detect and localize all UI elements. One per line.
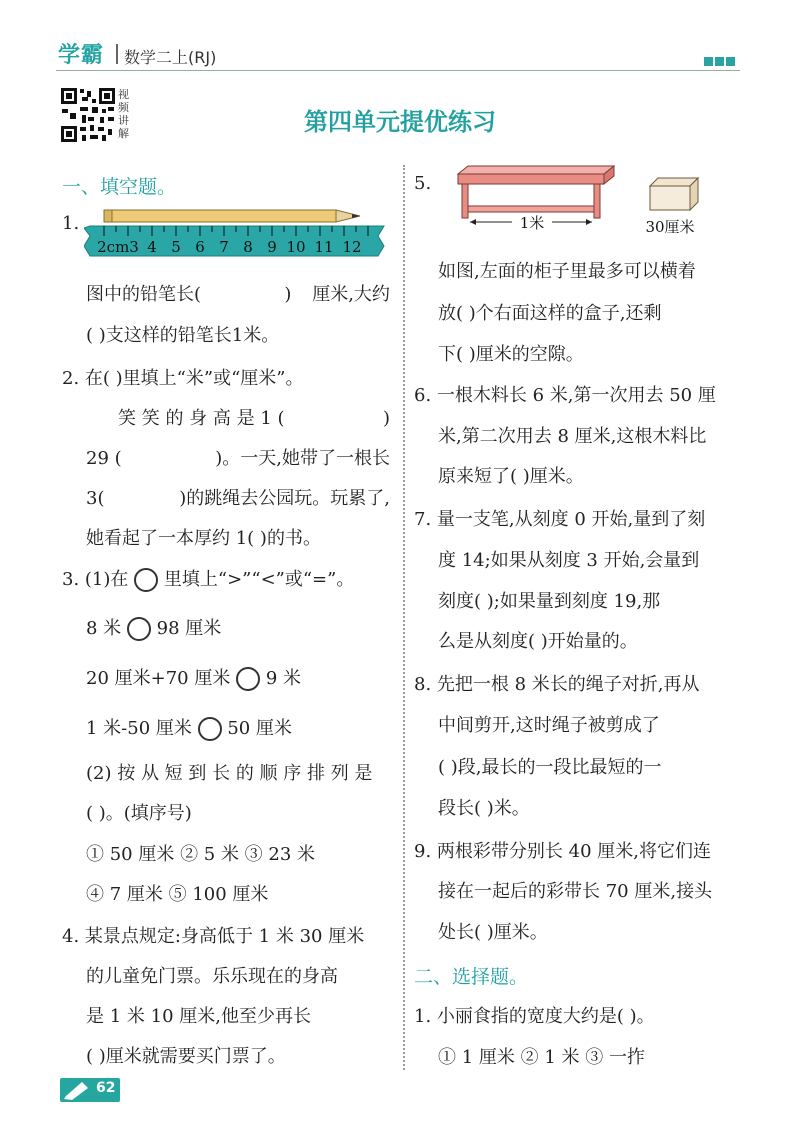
q4-line1: 4. 某景点规定:身高低于 1 米 30 厘米 [62, 926, 365, 947]
cabinet-box-figure [452, 164, 712, 240]
ruler-label-0: 2cm3 [97, 238, 139, 256]
q1-line1: 图中的铅笔长( ) 厘米,大约 [86, 284, 390, 305]
book-title: 数学二上(RJ) [124, 48, 217, 67]
cabinet-leg-right [594, 184, 600, 218]
dimension-label-box: 30厘米 [645, 218, 695, 236]
column-divider [403, 165, 405, 1070]
q6-line2: 米,第二次用去 8 厘米,这根木料比 [438, 426, 707, 447]
cabinet-leg-left [462, 184, 468, 218]
header-square-2 [715, 57, 724, 66]
q7-line3: 刻度( );如果量到刻度 19,那 [438, 591, 661, 612]
q3-compare-2: 20 厘米+70 厘米 9 米 [86, 668, 301, 689]
q8-line2: 中间剪开,这时绳子被剪成了 [438, 715, 660, 736]
header-square-1 [704, 57, 713, 66]
compare-circle-1[interactable] [127, 617, 151, 641]
dimension-label-cabinet: 1米 [519, 214, 545, 232]
page-title: 第四单元提优练习 [304, 108, 496, 136]
pencil-icon [62, 1080, 92, 1100]
q2-line5: 她看起了一本厚约 1( )的书。 [86, 528, 321, 549]
ruler-label-6: 9 [267, 238, 277, 256]
ruler-label-1: 4 [147, 238, 157, 256]
q3-compare-3: 1 米-50 厘米 50 厘米 [86, 718, 292, 739]
compare-circle-2[interactable] [236, 667, 260, 691]
section-choice: 二、选择题。 [414, 966, 529, 988]
q2-line4: 3( )的跳绳去公园玩。玩累了, [86, 488, 390, 509]
q1-line2: ( )支这样的铅笔长1米。 [86, 325, 280, 346]
choice-q1-line1: 1. 小丽食指的宽度大约是( )。 [414, 1006, 655, 1027]
q6-line1: 6. 一根木料长 6 米,第一次用去 50 厘 [414, 385, 716, 406]
ruler-pencil-figure [84, 206, 394, 268]
pencil-end [104, 210, 112, 222]
header-divider [116, 44, 118, 64]
q3-options-1: ① 50 厘米 ② 5 米 ③ 23 米 [86, 844, 316, 865]
q7-line4: 么是从刻度( )开始量的。 [438, 631, 638, 652]
q8-line4: 段长( )米。 [438, 798, 530, 819]
ruler-label-3: 6 [195, 238, 205, 256]
q8-line1: 8. 先把一根 8 米长的绳子对折,再从 [414, 674, 700, 695]
compare-circle-3[interactable] [198, 717, 222, 741]
ruler-label-7: 10 [286, 238, 306, 256]
cabinet-front [458, 174, 604, 184]
q2-line2: 笑 笑 的 身 高 是 1 ( ) [118, 408, 390, 429]
ruler-label-9: 12 [342, 238, 362, 256]
qr-caption: 视频讲解 [118, 88, 129, 140]
header-rule [56, 70, 740, 71]
q5-number: 5. [414, 173, 432, 194]
page-number: 62 [96, 1080, 116, 1096]
q8-line3: ( )段,最长的一段比最短的一 [438, 757, 662, 778]
q7-line2: 度 14;如果从刻度 3 开始,会量到 [438, 550, 700, 571]
compare-circle-example [134, 568, 158, 592]
ruler-label-4: 7 [219, 238, 229, 256]
q4-line3: 是 1 米 10 厘米,他至少再长 [86, 1006, 311, 1027]
q3-part2: (2) 按 从 短 到 长 的 顺 序 排 列 是 [86, 763, 373, 784]
q6-line3: 原来短了( )厘米。 [438, 466, 584, 487]
q2-line1: 2. 在( )里填上“米”或“厘米”。 [62, 368, 304, 389]
brand-logo: 学霸 [58, 43, 105, 68]
q7-line1: 7. 量一支笔,从刻度 0 开始,量到了刻 [414, 509, 706, 530]
q9-line1: 9. 两根彩带分别长 40 厘米,将它们连 [414, 841, 711, 862]
section-fill-blank: 一、填空题。 [62, 176, 177, 198]
q5-line3: 下( )厘米的空隙。 [438, 344, 584, 365]
q3-compare-1: 8 米 98 厘米 [86, 618, 222, 639]
q9-line2: 接在一起后的彩带长 70 厘米,接头 [438, 881, 713, 902]
q3-options-2: ④ 7 厘米 ⑤ 100 厘米 [86, 884, 269, 905]
q5-line2: 放( )个右面这样的盒子,还剩 [438, 303, 662, 324]
choice-q1-options: ① 1 厘米 ② 1 米 ③ 一拃 [438, 1047, 645, 1068]
q4-line4: ( )厘米就需要买门票了。 [86, 1046, 286, 1067]
ruler-label-2: 5 [171, 238, 181, 256]
q1-number: 1. [62, 213, 80, 234]
q3-part2-blank: ( )。(填序号) [86, 803, 192, 824]
cabinet-top [458, 166, 614, 174]
q5-line1: 如图,左面的柜子里最多可以横着 [438, 261, 696, 282]
cabinet-shelf [468, 206, 594, 212]
box-front [650, 186, 690, 210]
pencil-body [110, 210, 336, 222]
ruler-label-8: 11 [314, 238, 334, 256]
q2-line3: 29 ( )。一天,她带了一根长 [86, 448, 390, 469]
header-square-3 [726, 57, 735, 66]
q9-line3: 处长( )厘米。 [438, 922, 548, 943]
q4-line2: 的儿童免门票。乐乐现在的身高 [86, 966, 338, 987]
ruler-label-5: 8 [243, 238, 253, 256]
q3-line1: 3. (1)在 里填上“>”“<”或“=”。 [62, 569, 355, 590]
